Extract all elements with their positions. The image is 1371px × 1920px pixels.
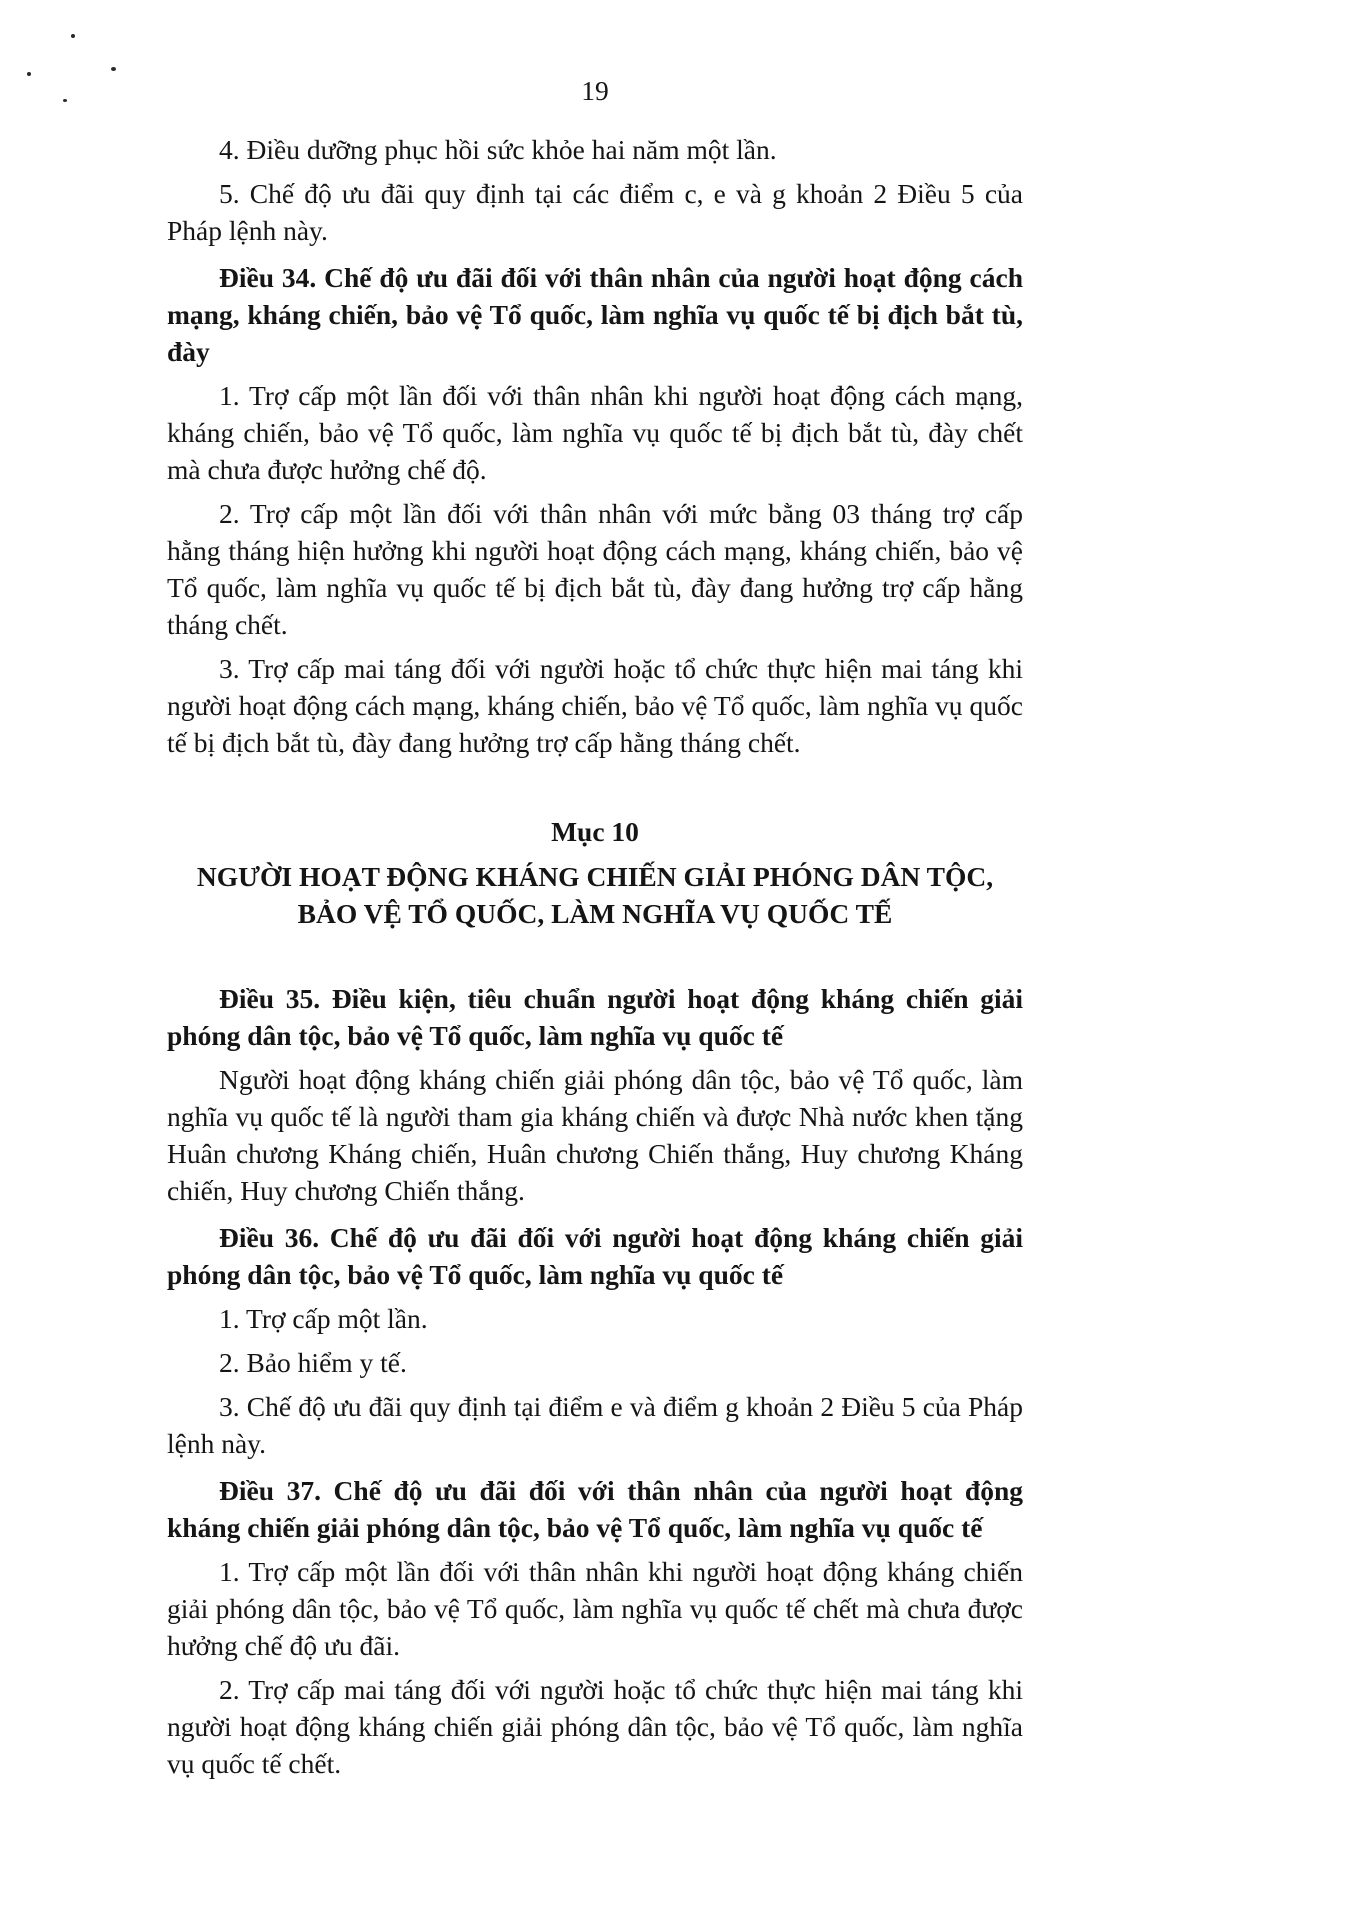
article-36-clause-1: 1. Trợ cấp một lần. [219, 1303, 428, 1334]
scan-noise-speck [111, 67, 116, 71]
article-34-clause-3: 3. Trợ cấp mai táng đối với người hoặc tổ chức thực hiện mai táng khi người hoạt động cách mạng, kháng chiến, bảo vệ Tổ quốc, làm nghĩa vụ quốc tế bị địch bắt tù, đày đang hưởng trợ cấp hằng tháng chết. [167, 653, 1023, 758]
clause-5-text: 5. Chế độ ưu đãi quy định tại các điểm c, e và g khoản 2 Điều 5 của Pháp lệnh này. [167, 178, 1023, 246]
article-35-paragraph: Người hoạt động kháng chiến giải phóng dân tộc, bảo vệ Tổ quốc, làm nghĩa vụ quốc tế là người tham gia kháng chiến và được Nhà nước khen tặng Huân chương Kháng chiến, Huân chương Chiến thắng, Huy chương Kháng chiến, Huy chương Chiến thắng. [167, 1064, 1023, 1206]
article-36-clause-2: 2. Bảo hiểm y tế. [219, 1347, 407, 1378]
section-10-number: Mục 10 [551, 816, 639, 847]
scan-noise-speck [71, 34, 75, 38]
page-number: 19 [581, 75, 609, 106]
section-10-title: NGƯỜI HOẠT ĐỘNG KHÁNG CHIẾN GIẢI PHÓNG DÂN TỘC, BẢO VỆ TỔ QUỐC, LÀM NGHĨA VỤ QUỐC TẾ [196, 861, 994, 929]
document-body [167, 72, 1023, 1782]
article-36-clause-3: 3. Chế độ ưu đãi quy định tại điểm e và điểm g khoản 2 Điều 5 của Pháp lệnh này. [167, 1391, 1023, 1459]
scan-noise-speck [63, 99, 67, 102]
article-34-heading: Điều 34. Chế độ ưu đãi đối với thân nhân của người hoạt động cách mạng, kháng chiến, bảo vệ Tổ quốc, làm nghĩa vụ quốc tế bị địch bắt tù, đày [167, 262, 1023, 367]
article-37-clause-2: 2. Trợ cấp mai táng đối với người hoặc tổ chức thực hiện mai táng khi người hoạt động kháng chiến giải phóng dân tộc, bảo vệ Tổ quốc, làm nghĩa vụ quốc tế chết. [167, 1674, 1023, 1779]
scan-noise-speck [27, 72, 31, 76]
article-34-clause-2: 2. Trợ cấp một lần đối với thân nhân với mức bằng 03 tháng trợ cấp hằng tháng hiện hưởng khi người hoạt động cách mạng, kháng chiến, bảo vệ Tổ quốc, làm nghĩa vụ quốc tế bị địch bắt tù, đày đang hưởng trợ cấp hằng tháng chết. [167, 498, 1023, 640]
article-37-clause-1: 1. Trợ cấp một lần đối với thân nhân khi người hoạt động kháng chiến giải phóng dân tộc, bảo vệ Tổ quốc, làm nghĩa vụ quốc tế chết mà chưa được hưởng chế độ ưu đãi. [167, 1556, 1023, 1661]
article-35-heading: Điều 35. Điều kiện, tiêu chuẩn người hoạt động kháng chiến giải phóng dân tộc, bảo vệ Tổ quốc, làm nghĩa vụ quốc tế [167, 983, 1023, 1051]
article-37-heading: Điều 37. Chế độ ưu đãi đối với thân nhân của người hoạt động kháng chiến giải phóng dân tộc, bảo vệ Tổ quốc, làm nghĩa vụ quốc tế [167, 1475, 1023, 1543]
clause-4-text: 4. Điều dưỡng phục hồi sức khỏe hai năm một lần. [219, 134, 777, 165]
article-36-heading: Điều 36. Chế độ ưu đãi đối với người hoạt động kháng chiến giải phóng dân tộc, bảo vệ Tổ quốc, làm nghĩa vụ quốc tế [167, 1222, 1023, 1290]
article-34-clause-1: 1. Trợ cấp một lần đối với thân nhân khi người hoạt động cách mạng, kháng chiến, bảo vệ Tổ quốc, làm nghĩa vụ quốc tế bị địch bắt tù, đày chết mà chưa được hưởng chế độ. [167, 380, 1023, 485]
